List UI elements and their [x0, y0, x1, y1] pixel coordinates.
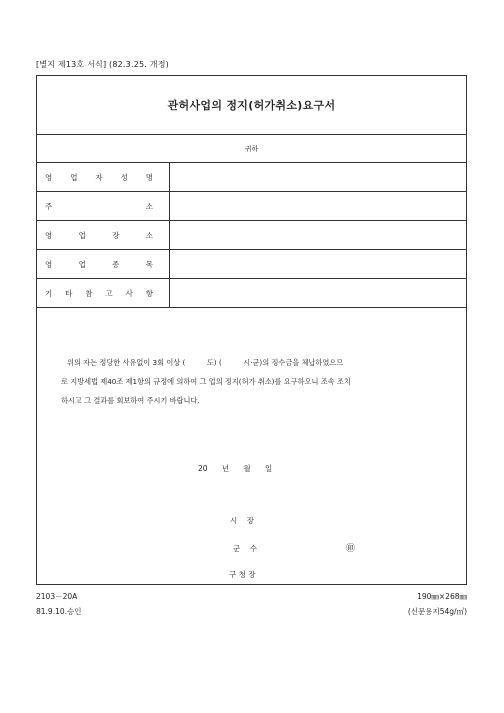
request-form	[36, 75, 467, 585]
signatory-county-head: 군 수	[233, 544, 258, 553]
paper-size: 190㎜×268㎜	[417, 592, 467, 601]
field-value-business-owner-name[interactable]	[170, 163, 466, 191]
title-row	[37, 76, 466, 135]
paper-type: (신문용지54g/㎡)	[407, 607, 467, 616]
body-line-2: 로 지방세법 제40조 제1항의 규정에 의하여 그 업의 정지(허가 취소)를 요구하오니 조속 조치	[61, 377, 351, 386]
body-line-3: 하시고 그 결과를 회보하여 주시기 바랍니다.	[61, 396, 200, 405]
field-row-business-owner-name	[37, 163, 466, 192]
field-label-business-owner-name: 영 업 자 성 명	[37, 163, 170, 191]
signatory-mayor: 시 장	[230, 516, 255, 525]
field-value-other-notes[interactable]	[170, 279, 466, 307]
form-number-header: [별지 제13호 서식] (82.3.25. 개정)	[36, 60, 169, 69]
field-value-address[interactable]	[170, 192, 466, 220]
recipient-row	[37, 135, 466, 163]
request-body-text	[61, 353, 451, 410]
field-label-address: 주 소	[37, 192, 170, 220]
field-row-business-location	[37, 221, 466, 250]
field-row-address	[37, 192, 466, 221]
field-value-business-location[interactable]	[170, 221, 466, 249]
body-line-1: 위의 자는 정당한 사유없이 3회 이상 ( 도) ( 시·군)의 징수금을 체납하였으므	[67, 358, 344, 367]
approval-date: 81.9.10.승인	[36, 607, 82, 616]
field-label-business-location: 영 업 장 소	[37, 221, 170, 249]
field-label-business-type: 영 업 종 목	[37, 250, 170, 278]
field-row-business-type	[37, 250, 466, 279]
field-value-business-type[interactable]	[170, 250, 466, 278]
field-label-other-notes: 기 타 참 고 사 항	[37, 279, 170, 307]
signatory-district-head: 구 청 장	[229, 570, 256, 579]
document-title: 관허사업의 정지(허가취소)요구서	[167, 99, 336, 112]
field-row-other-notes	[37, 279, 466, 308]
form-code: 2103－20A	[36, 592, 78, 601]
date-line: 20 년 월 일	[198, 464, 273, 473]
recipient-label: 귀하	[244, 144, 259, 153]
seal-mark: ㊞	[346, 544, 356, 554]
